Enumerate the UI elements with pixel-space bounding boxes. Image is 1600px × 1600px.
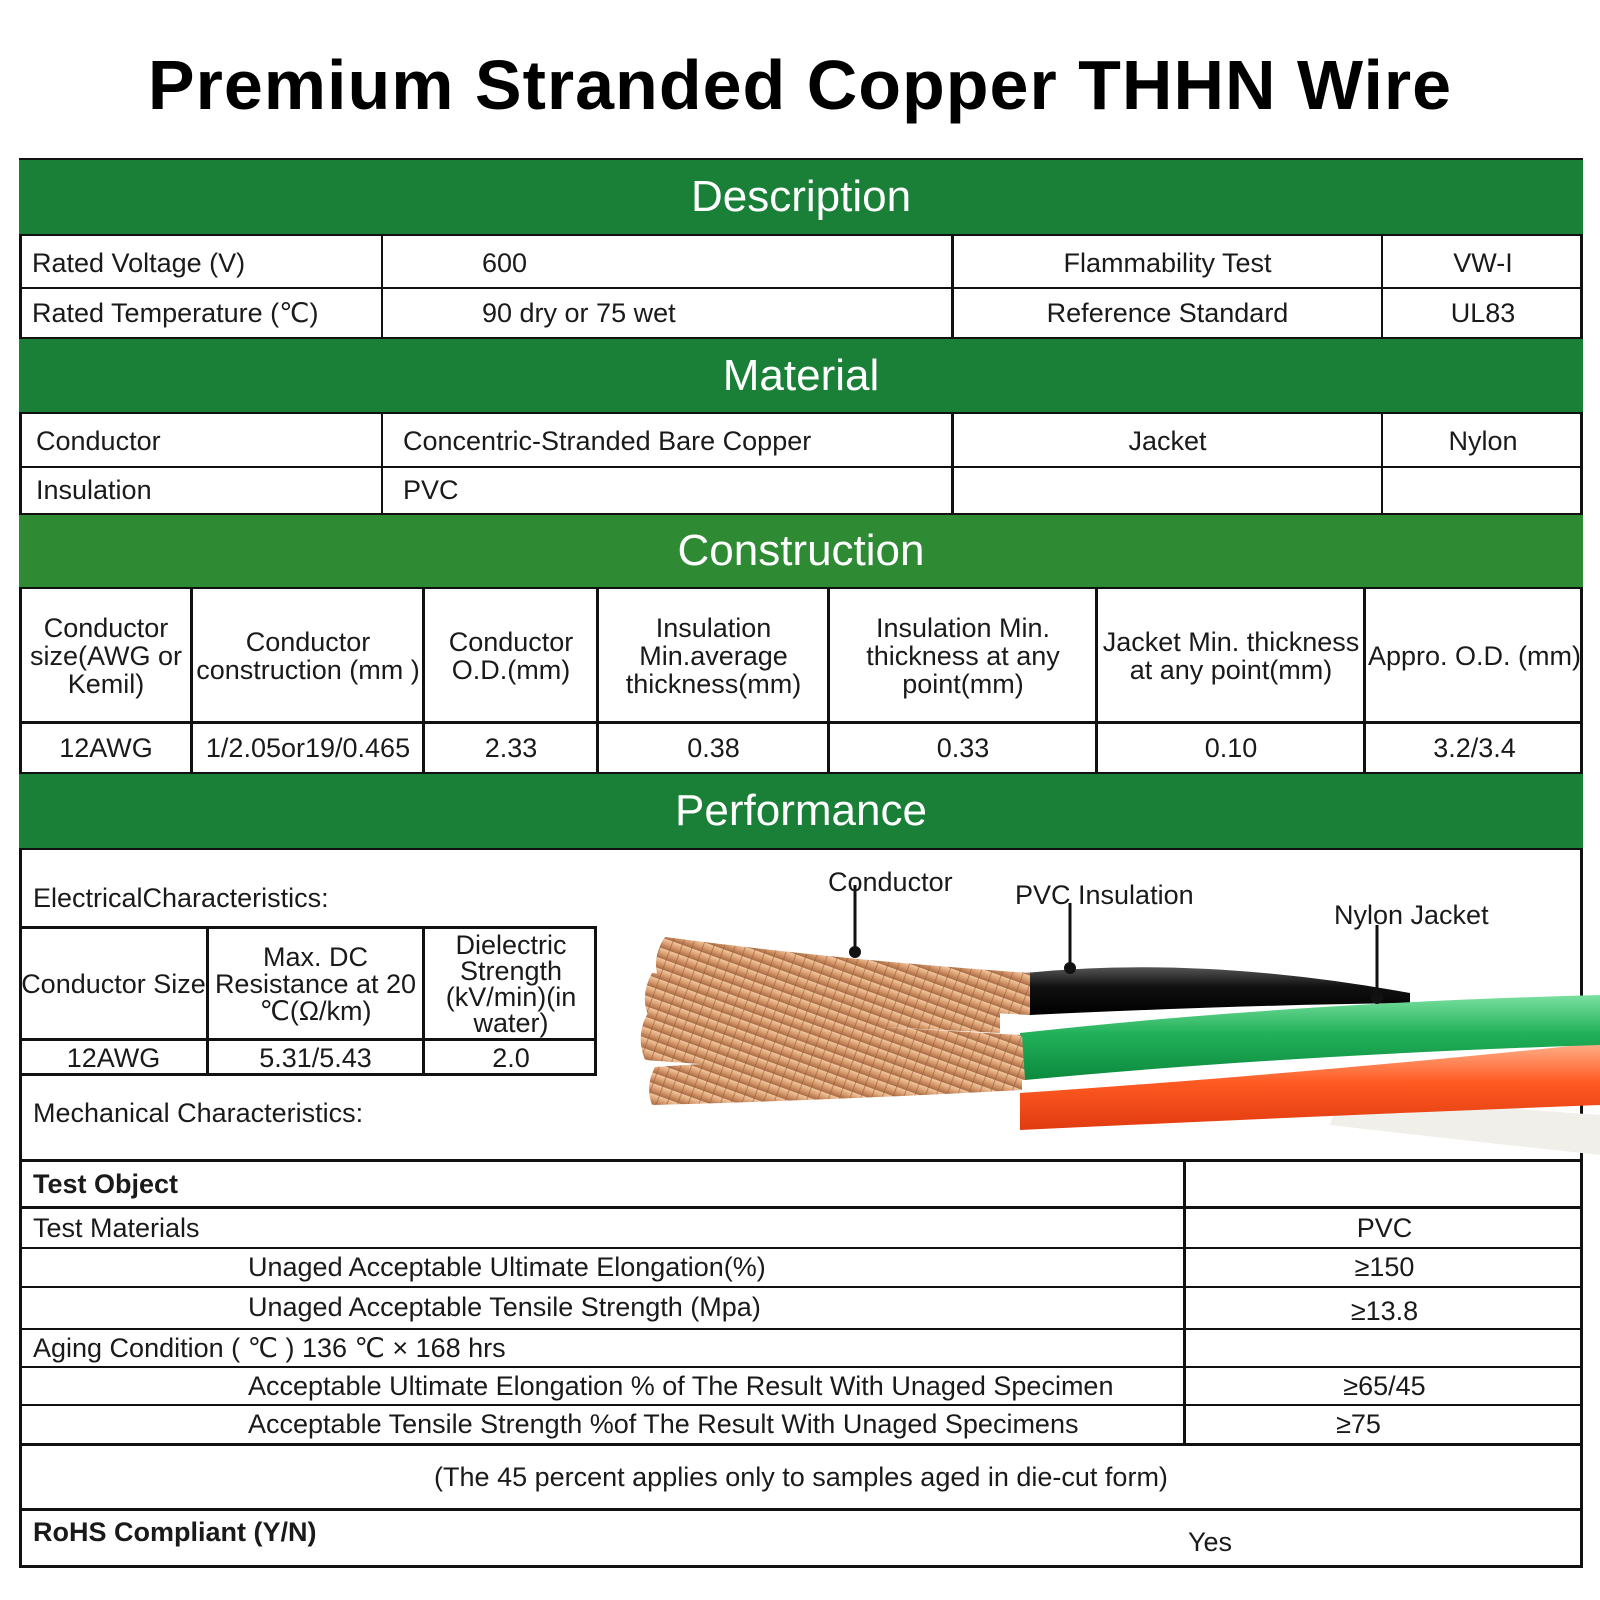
construction-cell-od: 2.33: [484, 732, 538, 763]
construction-header-insulation-avg: Insulation Min.average thickness(mm): [625, 613, 802, 699]
construction-cell-insulation-avg: 0.38: [687, 732, 740, 763]
divider: [19, 287, 1583, 289]
jacket-value: Nylon: [1448, 425, 1518, 456]
mech-row-unaged-tensile-value: ≥13.8: [1350, 1295, 1419, 1326]
copper-strands: [641, 937, 1030, 1105]
mech-row-unaged-elongation-label: Unaged Acceptable Ultimate Elongation(%): [248, 1252, 766, 1282]
performance-heading: Performance: [19, 772, 1583, 850]
mech-row-aging-condition-value: [1186, 1330, 1583, 1366]
mech-row-test-materials-value: PVC: [1356, 1212, 1413, 1243]
construction-header-construction: Conductor construction (mm ): [196, 627, 420, 685]
divider: [1363, 589, 1366, 772]
construction-header-size: Conductor size(AWG or Kemil): [29, 613, 182, 699]
divider: [19, 1508, 1583, 1511]
construction-cell-size: 12AWG: [59, 732, 153, 763]
divider: [1095, 589, 1098, 772]
flammability-test-value: VW-I: [1453, 247, 1513, 278]
divider: [422, 589, 425, 772]
divider: [1381, 236, 1383, 337]
conductor-pointer-dot: [849, 946, 861, 958]
rated-voltage-value: 600: [482, 247, 528, 278]
electrical-header-dielectric: Dielectric Strength (kV/min)(in water): [445, 930, 577, 1038]
rohs-label: RoHS Compliant (Y/N): [33, 1516, 317, 1547]
mech-row-test-object-value: [1186, 1162, 1583, 1206]
electrical-characteristics-label: ElectricalCharacteristics:: [33, 882, 329, 913]
mech-row-unaged-elongation-value: ≥150: [1354, 1252, 1415, 1282]
description-heading: Description: [19, 158, 1583, 236]
divider: [19, 721, 1583, 724]
electrical-header-size: Conductor Size: [21, 968, 206, 999]
construction-cell-approx-od: 3.2/3.4: [1433, 732, 1516, 763]
electrical-cell-resistance: 5.31/5.43: [259, 1043, 372, 1073]
divider: [951, 236, 954, 337]
flammability-test-label: Flammability Test: [1063, 247, 1272, 278]
rated-voltage-label: Rated Voltage (V): [32, 247, 246, 278]
mech-row-aged-elongation-label: Acceptable Ultimate Elongation % of The Result With Unaged Specimen: [248, 1370, 1114, 1401]
electrical-header-resistance: Max. DC Resistance at 20 ℃(Ω/km): [214, 941, 417, 1026]
construction-cell-construction: 1/2.05or19/0.465: [205, 732, 411, 763]
mech-row-test-materials-label: Test Materials: [33, 1212, 200, 1243]
construction-header-jacket-min: Jacket Min. thickness at any point(mm): [1102, 627, 1360, 685]
conductor-value: Concentric-Stranded Bare Copper: [403, 425, 812, 456]
electrical-cell-dielectric: 2.0: [492, 1043, 530, 1073]
jacket-pointer-dot: [1371, 992, 1383, 1004]
construction-header-approx-od: Appro. O.D. (mm): [1367, 641, 1582, 671]
divider: [827, 589, 830, 772]
construction-cell-insulation-min: 0.33: [936, 732, 990, 763]
divider: [1381, 414, 1383, 513]
divider: [190, 589, 193, 772]
diagram-label-jacket: Nylon Jacket: [1334, 899, 1489, 930]
diagram-label-insulation: PVC Insulation: [1015, 879, 1194, 910]
divider: [381, 236, 383, 337]
mechanical-footnote: (The 45 percent applies only to samples aged in die-cut form): [434, 1461, 1168, 1492]
mech-row-unaged-tensile-label: Unaged Acceptable Tensile Strength (Mpa): [248, 1291, 761, 1322]
construction-header-od: Conductor O.D.(mm): [448, 627, 574, 685]
rated-temperature-label: Rated Temperature (℃): [32, 297, 319, 328]
rated-temperature-value: 90 dry or 75 wet: [482, 297, 676, 328]
mech-row-aged-tensile-label: Acceptable Tensile Strength %of The Result With Unaged Specimens: [248, 1408, 1079, 1439]
construction-heading: Construction: [19, 513, 1583, 589]
divider: [19, 466, 1583, 468]
mech-row-aged-elongation-value: ≥65/45: [1343, 1370, 1426, 1401]
divider: [951, 414, 954, 513]
construction-cell-jacket-min: 0.10: [1204, 732, 1258, 763]
mechanical-characteristics-label: Mechanical Characteristics:: [33, 1097, 364, 1128]
jacket-label: Jacket: [1128, 425, 1207, 456]
mech-row-test-object-label: Test Object: [33, 1168, 179, 1199]
divider: [381, 414, 383, 513]
insulation-label: Insulation: [36, 474, 152, 505]
material-heading: Material: [19, 337, 1583, 414]
mech-row-aging-condition-label: Aging Condition ( ℃ ) 136 ℃ × 168 hrs: [33, 1332, 506, 1363]
mech-row-aged-tensile-value: ≥75: [1336, 1408, 1381, 1439]
divider: [596, 589, 599, 772]
conductor-label: Conductor: [36, 425, 161, 456]
insulation-value: PVC: [403, 474, 459, 505]
diagram-label-conductor: Conductor: [828, 866, 953, 897]
rohs-value: Yes: [1188, 1526, 1233, 1557]
reference-standard-label: Reference Standard: [1046, 297, 1289, 328]
insulation-pointer-dot: [1064, 962, 1076, 974]
page-title: Premium Stranded Copper THHN Wire: [147, 46, 1453, 124]
construction-header-insulation-min: Insulation Min. thickness at any point(mm): [866, 613, 1060, 699]
electrical-cell-size: 12AWG: [66, 1043, 161, 1073]
reference-standard-value: UL83: [1450, 297, 1516, 328]
